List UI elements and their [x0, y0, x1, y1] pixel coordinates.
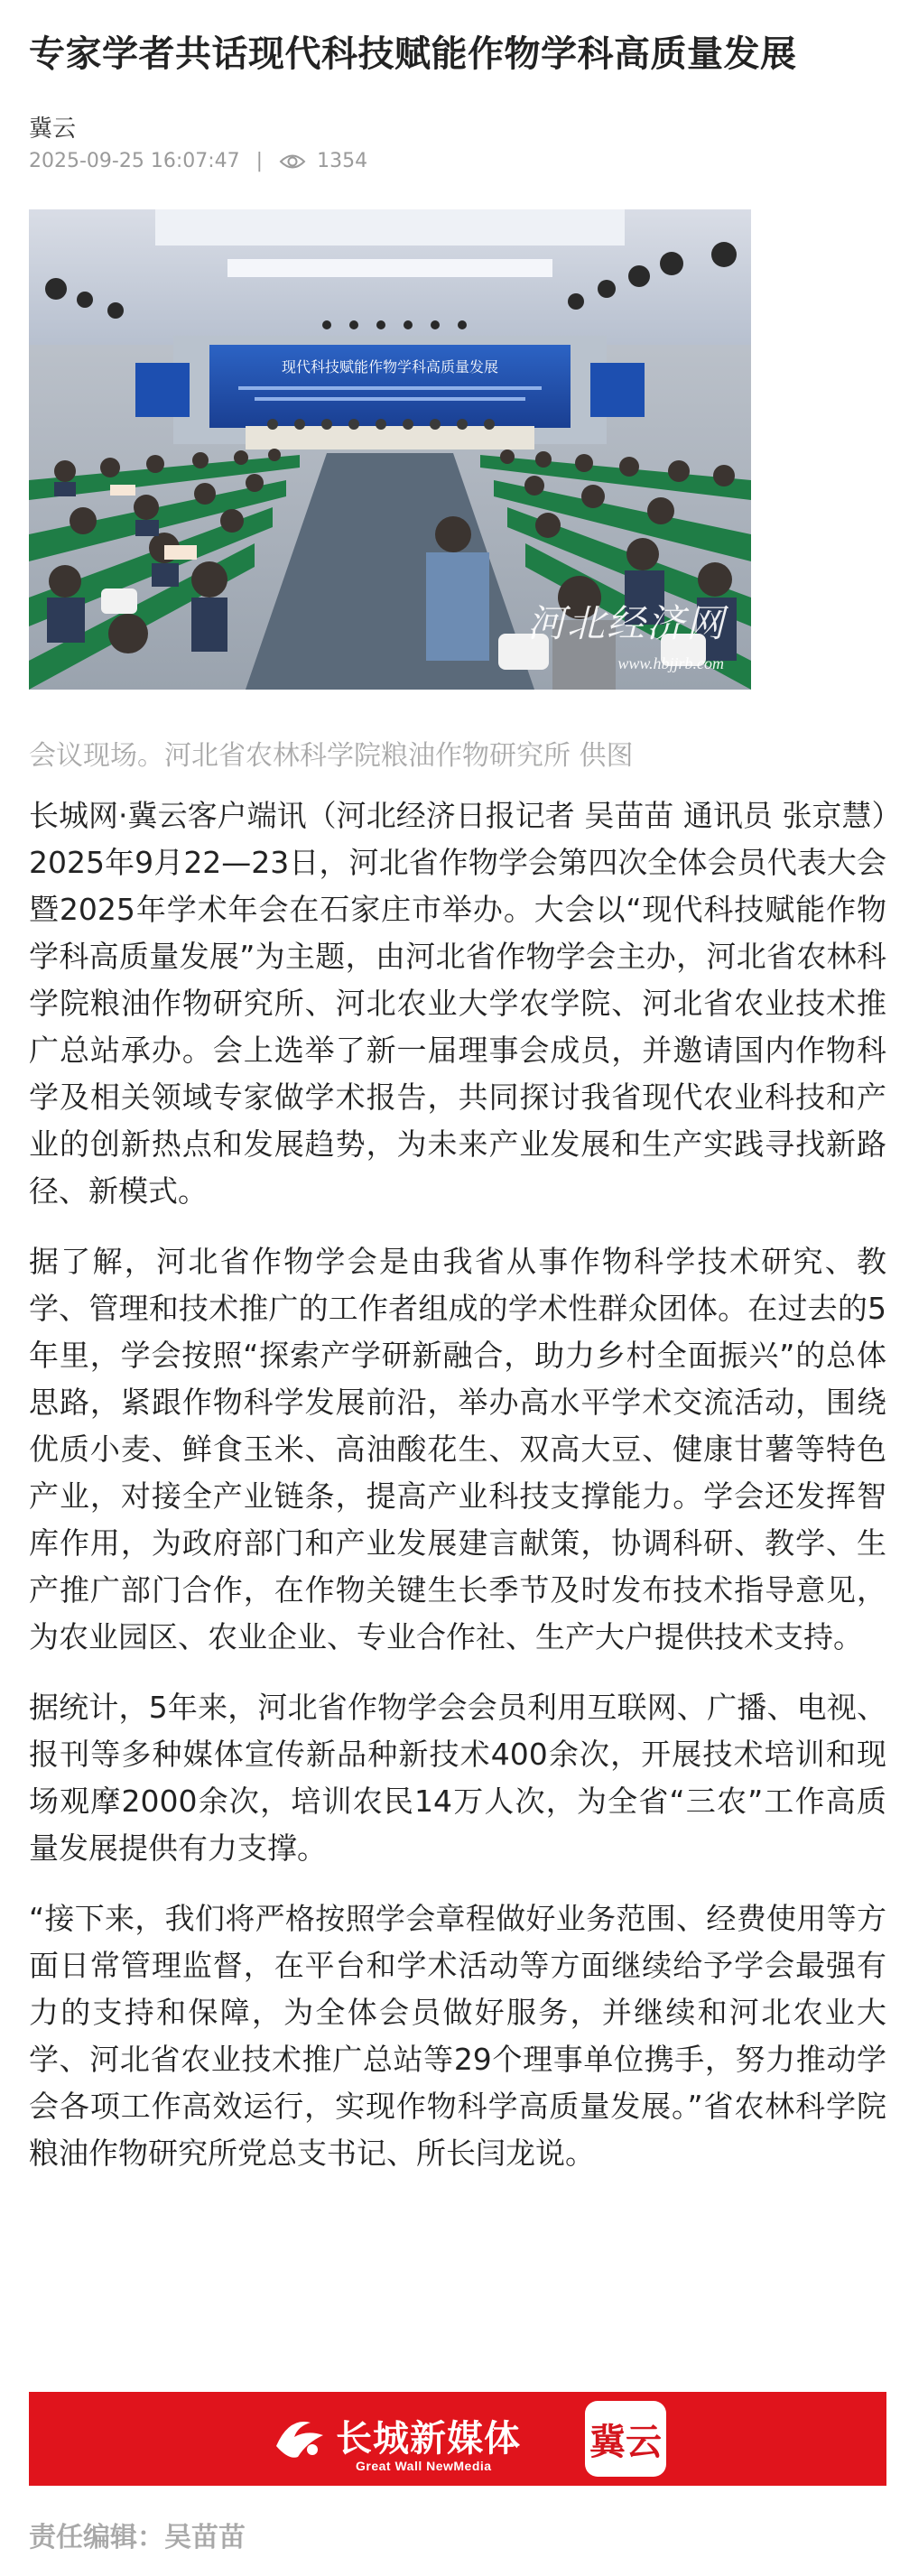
photo-caption: 会议现场。河北省农林科学院粮油作物研究所 供图	[29, 740, 634, 772]
paragraph: 长城网·冀云客户端讯（河北经济日报记者 吴苗苗 通讯员 张京慧）2025年9月22—23日，河北省作物学会第四次全体会员代表大会暨2025年学术年会在石家庄市举办。大会以“现代科技赋能作物学科高质量发展”为主题，由河北省作物学会主办，河北省农林科学院粮油作物研究所、河北农业大学农学院、河北省农业技术推广总站承办。会上选举了新一届理事会成员，并邀请国内作物科学及相关领域专家做学术报告，共同探讨我省现代农业科技和产业的创新热点和发展趋势，为未来产业发展和生产实践寻找新路径、新模式。	[29, 798, 886, 1209]
publish-time: 2025-09-25 16:07:47	[29, 150, 240, 172]
great-wall-logo-icon	[271, 2410, 329, 2468]
article-title: 专家学者共话现代科技赋能作物学科高质量发展	[29, 33, 797, 75]
conference-photo[interactable]	[29, 209, 751, 690]
stage-screen-text: 现代科技赋能作物学科高质量发展	[281, 358, 499, 375]
article-meta	[29, 150, 367, 172]
media-banner[interactable]	[29, 2392, 886, 2486]
jiyun-seal-logo	[585, 2401, 666, 2477]
seal-text: 冀云	[589, 2420, 662, 2463]
photo-watermark-logo: 河北经济网	[526, 601, 726, 645]
paragraph: 据统计，5年来，河北省作物学会会员利用互联网、广播、电视、报刊等多种媒体宣传新品种新技术400余次，开展技术培训和现场观摩2000余次，培训农民14万人次，为全省“三农”工作高质量发展提供有力支撑。	[29, 1690, 886, 1866]
view-count: 1354	[317, 150, 368, 172]
paragraph: “接下来，我们将严格按照学会章程做好业务范围、经费使用等方面日常管理监督，在平台和学术活动等方面继续给予学会最强有力的支持和保障，为全体会员做好服务，并继续和河北农业大学、河北省农业技术推广总站等29个理事单位携手，努力推动学会各项工作高效运行，实现作物科学高质量发展。”省农林科学院粮油作物研究所党总支书记、所长闫龙说。	[29, 1901, 886, 2171]
banner-brand-english: Great Wall NewMedia	[356, 2459, 492, 2473]
author-name[interactable]: 冀云	[29, 116, 77, 143]
responsible-editor: 责任编辑：吴苗苗	[29, 2522, 246, 2553]
article-body	[29, 792, 886, 2201]
banner-brand-name: 长城新媒体	[336, 2417, 521, 2460]
paragraph: 据了解，河北省作物学会是由我省从事作物科学技术研究、教学、管理和技术推广的工作者组成的学术性群众团体。在过去的5年里，学会按照“探索产学研新融合，助力乡村全面振兴”的总体思路，紧跟作物科学发展前沿，举办高水平学术交流活动，围绕优质小麦、鲜食玉米、高油酸花生、双高大豆、健康甘薯等特色产业，对接全产业链条，提高产业科技支撑能力。学会还发挥智库作用，为政府部门和产业发展建言献策，协调科研、教学、生产推广部门合作，在作物关键生长季节及时发布技术指导意见，为农业园区、农业企业、专业合作社、生产大户提供技术支持。	[29, 1244, 886, 1654]
photo-watermark-url: www.hbjjrb.com	[617, 654, 724, 672]
meta-separator: |	[255, 150, 264, 172]
eye-icon	[279, 153, 306, 171]
